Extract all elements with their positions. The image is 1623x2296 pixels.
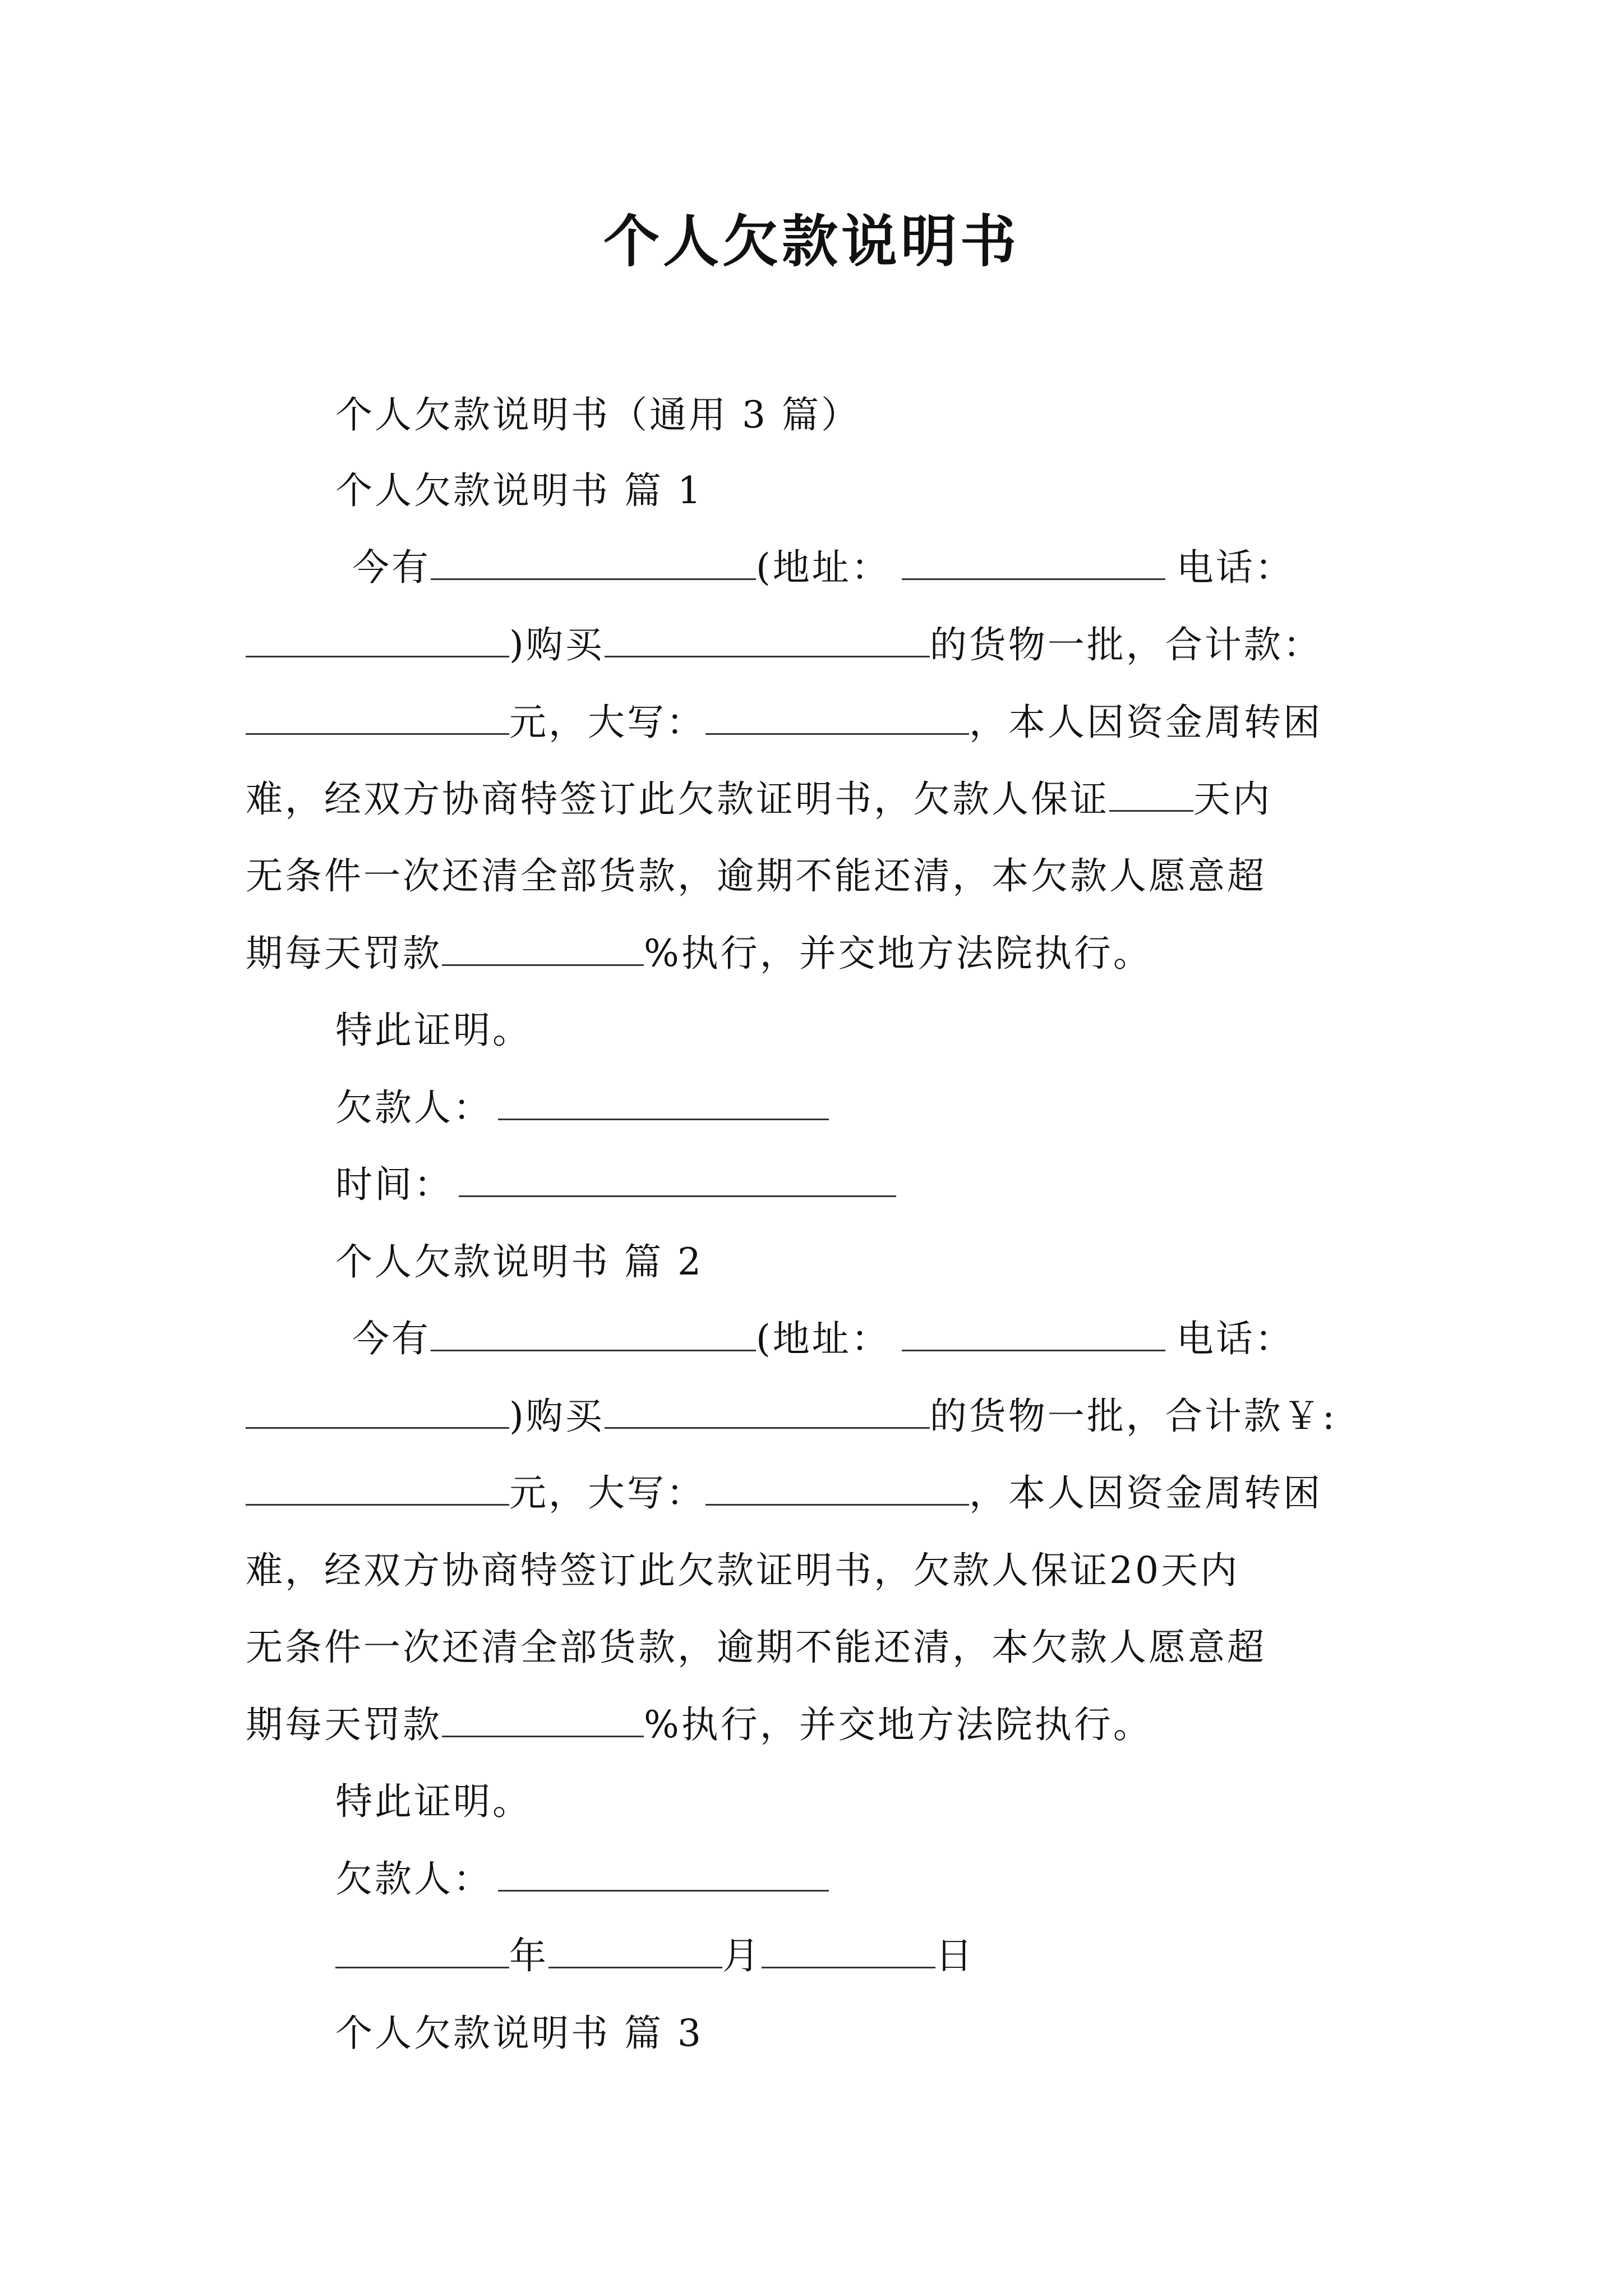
- fill-blank-goods: [605, 1396, 930, 1429]
- section-1-line-3: [246, 694, 1322, 751]
- fill-blank-debtor: [498, 1858, 829, 1892]
- section-2-line-4: [246, 1543, 1239, 1599]
- fill-blank-amount: [246, 1473, 509, 1506]
- text: 元，大写：: [509, 701, 706, 744]
- text: )购买: [509, 1395, 605, 1438]
- section-1-line-4: [246, 771, 1272, 827]
- fill-blank-time: [459, 1164, 896, 1197]
- fill-blank-phone: [246, 624, 509, 657]
- section-1-time: [335, 1157, 896, 1213]
- section-1-debtor: [335, 1080, 829, 1136]
- fill-blank-penalty: [442, 933, 644, 966]
- section-2-line-6: [246, 1697, 1152, 1753]
- text: (地址：: [756, 546, 891, 589]
- text: 的货物一批，合计款：: [929, 623, 1322, 666]
- fill-blank-goods: [605, 624, 930, 657]
- section-3-heading: 个人欠款说明书 篇 3: [335, 2012, 703, 2055]
- days-value: 20: [1109, 1549, 1161, 1592]
- text: 今有: [352, 546, 431, 589]
- text: 难，经双方协商特签订此欠款证明书，欠款人保证: [246, 1549, 1109, 1592]
- text: 天内: [1193, 777, 1272, 821]
- fill-blank-year: [335, 1935, 509, 1968]
- section-2-date: [335, 1928, 975, 1984]
- text: 天内: [1160, 1549, 1239, 1592]
- text: 电话：: [1176, 546, 1294, 589]
- text: 期每天罚款: [246, 1703, 442, 1746]
- fill-blank-phone: [246, 1396, 509, 1429]
- section-1-line-6: [246, 926, 1152, 982]
- text: 电话：: [1176, 1317, 1294, 1360]
- text: (地址：: [756, 1317, 891, 1360]
- text: )购买: [509, 623, 605, 666]
- section-2-line-5: 无条件一次还清全部货款，逾期不能还清，本欠款人愿意超: [246, 1626, 1266, 1669]
- fill-blank-month: [548, 1935, 722, 1968]
- section-1-certify: 特此证明。: [335, 1009, 532, 1052]
- section-2-heading: 个人欠款说明书 篇 2: [335, 1240, 703, 1283]
- section-1-heading: 个人欠款说明书 篇 1: [335, 469, 703, 512]
- text: 元，大写：: [509, 1471, 706, 1515]
- text: 难，经双方协商特签订此欠款证明书，欠款人保证: [246, 777, 1109, 821]
- section-2-debtor: [335, 1851, 829, 1907]
- text: 时间：: [335, 1163, 453, 1206]
- text: 欠款人：: [335, 1857, 492, 1901]
- section-2-line-1: [352, 1311, 1294, 1367]
- text: 今有: [352, 1317, 431, 1360]
- text: %执行，并交地方法院执行。: [644, 932, 1152, 975]
- section-2-certify: 特此证明。: [335, 1780, 532, 1823]
- fill-blank-address: [902, 547, 1165, 580]
- section-1-line-5: 无条件一次还清全部货款，逾期不能还清，本欠款人愿意超: [246, 854, 1266, 898]
- text: ，本人因资金周转困: [969, 1471, 1322, 1515]
- text: 年: [509, 1934, 548, 1977]
- fill-blank-amount: [246, 702, 509, 735]
- section-2-line-3: [246, 1465, 1322, 1521]
- text: 欠款人：: [335, 1086, 492, 1129]
- text: 月: [722, 1934, 762, 1977]
- text: 的货物一批，合计款￥:: [929, 1395, 1337, 1438]
- fill-blank-amount-words: [706, 1473, 969, 1506]
- fill-blank-name: [431, 547, 756, 580]
- fill-blank-address: [902, 1318, 1165, 1351]
- fill-blank-amount-words: [706, 702, 969, 735]
- section-1-line-1: [352, 540, 1294, 596]
- fill-blank-days: [1109, 779, 1193, 812]
- fill-blank-penalty: [442, 1704, 644, 1737]
- document-title: 个人欠款说明书: [603, 208, 1020, 274]
- document-subtitle: 个人欠款说明书（通用 3 篇）: [335, 393, 860, 436]
- fill-blank-name: [431, 1318, 756, 1351]
- section-1-line-2: [246, 617, 1322, 673]
- fill-blank-day: [762, 1935, 935, 1968]
- fill-blank-debtor: [498, 1087, 829, 1120]
- text: ，本人因资金周转困: [969, 701, 1322, 744]
- text: 日: [935, 1934, 975, 1977]
- section-2-line-2: [246, 1388, 1337, 1444]
- text: 期每天罚款: [246, 932, 442, 975]
- text: %执行，并交地方法院执行。: [644, 1703, 1152, 1746]
